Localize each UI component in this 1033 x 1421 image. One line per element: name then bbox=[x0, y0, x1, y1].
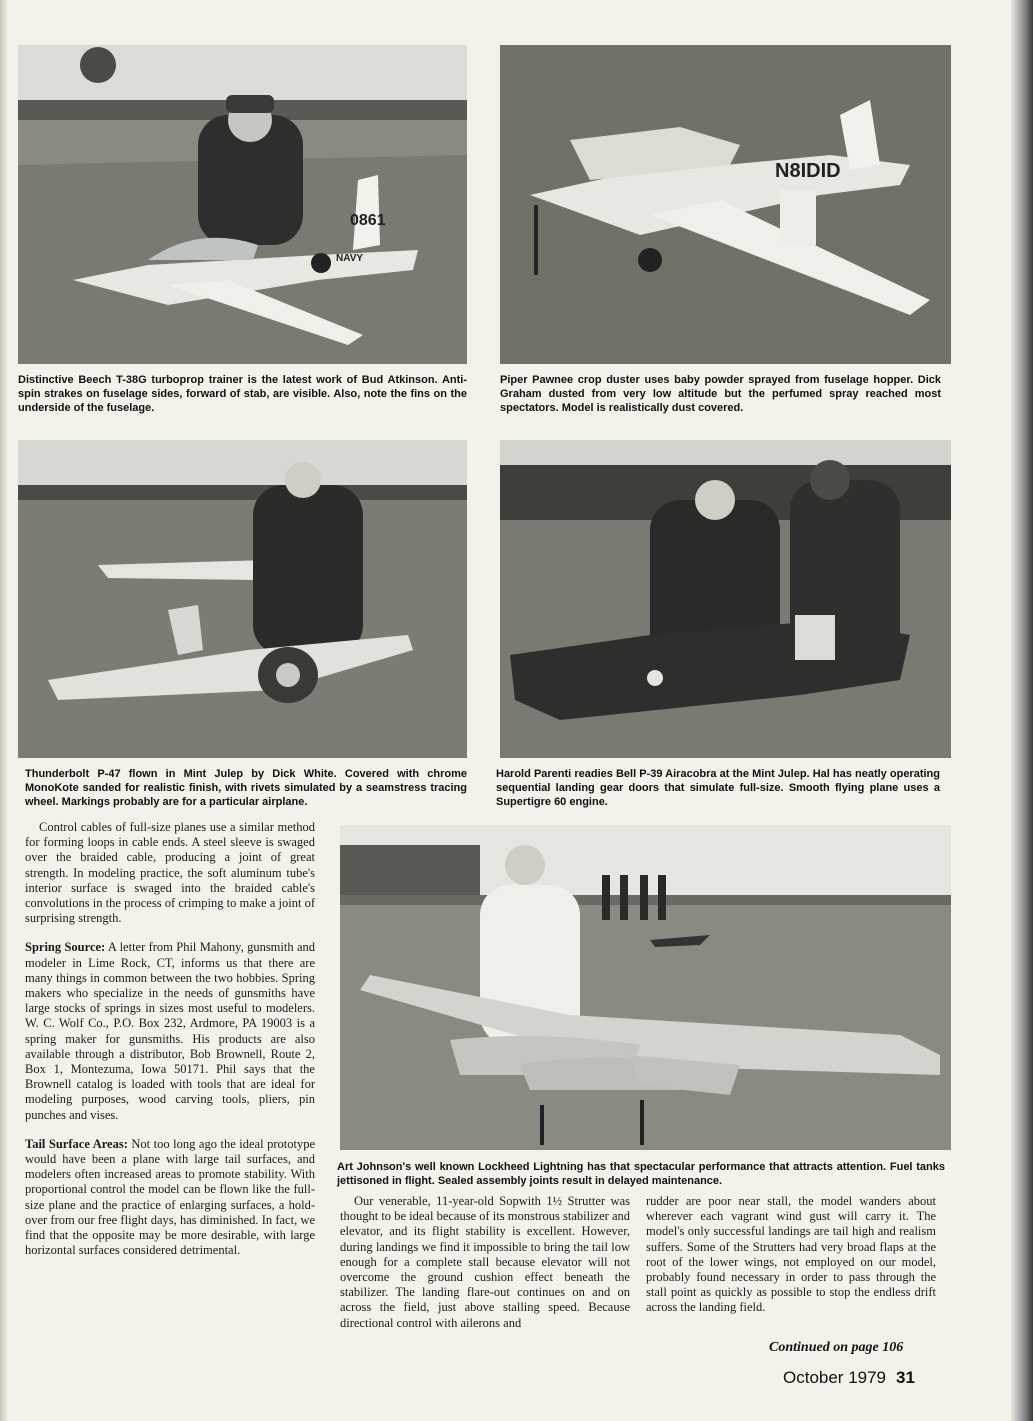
photo-thunderbolt-p47 bbox=[18, 440, 467, 758]
pawnee-registration: N8IDID bbox=[775, 160, 841, 182]
article-paragraph-cables: Control cables of full-size planes use a similar method for forming loops in cable ends. A steel sleeve is swaged over the braided cable, producing a joint of great strength. In modeling practice, the soft aluminum tube's interior surface is swaged into the braided cable's convolutions in the process of crimping to make a joint of surprising strength. bbox=[25, 820, 315, 926]
photo-piper-pawnee bbox=[500, 45, 951, 364]
article-paragraph-rudder: rudder are poor near stall, the model wanders about wherever each vagrant wind gust will carry it. The model's only successful landings are tail high and realism suffers. Some of the Strutters had very broad flaps at the root of the lower wings, not employed on our model, probably found necessary in order to pass through the stall point as quickly as possible to stop the endless drift across the landing field. bbox=[646, 1194, 936, 1315]
subhead-tail-surface: Tail Surface Areas: bbox=[25, 1136, 128, 1151]
caption-thunderbolt: Thunderbolt P-47 flown in Mint Julep by Dick White. Covered with chrome MonoKote sanded for realistic finish, with rivets simulated by a seamstress tracing wheel. Markings probably are for a particular airplane. bbox=[25, 768, 467, 808]
caption-lightning: Art Johnson's well known Lockheed Lightning has that spectacular performance that attracts attention. Fuel tanks jettisoned in flight. Sealed assembly joints result in delayed maintenance. bbox=[337, 1161, 945, 1187]
caption-pawnee: Piper Pawnee crop duster uses baby powder sprayed from fuselage hopper. Dick Graham dusted from very low altitude but the perfumed spray reached most spectators. Model is realistically dust covered. bbox=[500, 374, 941, 414]
t38-tail-number: 0861 bbox=[350, 212, 386, 229]
article-paragraph-sopwith: Our venerable, 11-year-old Sopwith 1½ Strutter was thought to be ideal because of its monstrous stabilizer and elevator, and its flight stability is excellent. However, during landings we find it impossible to bring the tail low enough for a complete stall because elevator will not overcome the ground cushion effect beneath the stabilizer. The landing flare-out continues on and on across the field, just above stalling speed. Because directional control with ailerons and bbox=[340, 1194, 630, 1330]
subhead-spring-source: Spring Source: bbox=[25, 940, 106, 955]
photo-bell-p39 bbox=[500, 440, 951, 758]
article-column-middle bbox=[340, 1194, 630, 1345]
page-binding-shadow bbox=[1011, 0, 1033, 1421]
photo-beech-t38g bbox=[18, 45, 467, 364]
t38-navy-marking: NAVY bbox=[336, 253, 364, 264]
page-edge bbox=[0, 0, 8, 1421]
article-column-right bbox=[646, 1194, 936, 1330]
caption-p39: Harold Parenti readies Bell P-39 Airacobra at the Mint Julep. Hal has neatly operating sequential landing gear doors that simulate full-size. Smooth flying plane uses a Supertigre 60 engine. bbox=[496, 768, 940, 808]
issue-date: October 1979 bbox=[783, 1368, 887, 1387]
caption-beech: Distinctive Beech T-38G turboprop trainer is the latest work of Bud Atkinson. Anti-spin strakes on fuselage sides, forward of stab, are visible. Also, note the fins on the underside of the fuselage. bbox=[18, 374, 467, 414]
spring-body: A letter from Phil Mahony, gunsmith and modeler in Lime Rock, CT, informs us that there are many things in common between the two hobbies. Spring makers who specialize in the needs of gunsmiths have large stocks of springs in sizes most useful to modelers. W. C. Wolf Co., P.O. Box 232, Ardmore, PA 19003 is a spring maker for gunsmiths. His products are also available through a distributor, Bob Brownell, Route 2, Box 1, Montezuma, Iowa 50171. Phil says that the Brownell catalog is loaded with tools that are ideal for modeling purposes, wood carving tools, pliers, pin punches and vises. bbox=[25, 940, 315, 1122]
article-column-left bbox=[25, 820, 315, 1272]
photo-lockheed-lightning bbox=[340, 825, 951, 1150]
continued-note: Continued on page 106 bbox=[769, 1340, 904, 1355]
article-paragraph-tail bbox=[25, 1137, 315, 1259]
article-paragraph-spring bbox=[25, 940, 315, 1122]
page-number: 31 bbox=[896, 1368, 915, 1387]
page-footer bbox=[783, 1368, 915, 1388]
tail-body: Not too long ago the ideal prototype would have been a plane with large tail surfaces, and modelers often increased areas to promote stability. With proportional control the model can be flown like the full-size plane and the practice of enlarging surfaces, a hold-over from our free flight days, has diminished. In fact, we find that the opposite may be more desirable, with large horizontal surfaces considered detrimental. bbox=[25, 1136, 315, 1258]
